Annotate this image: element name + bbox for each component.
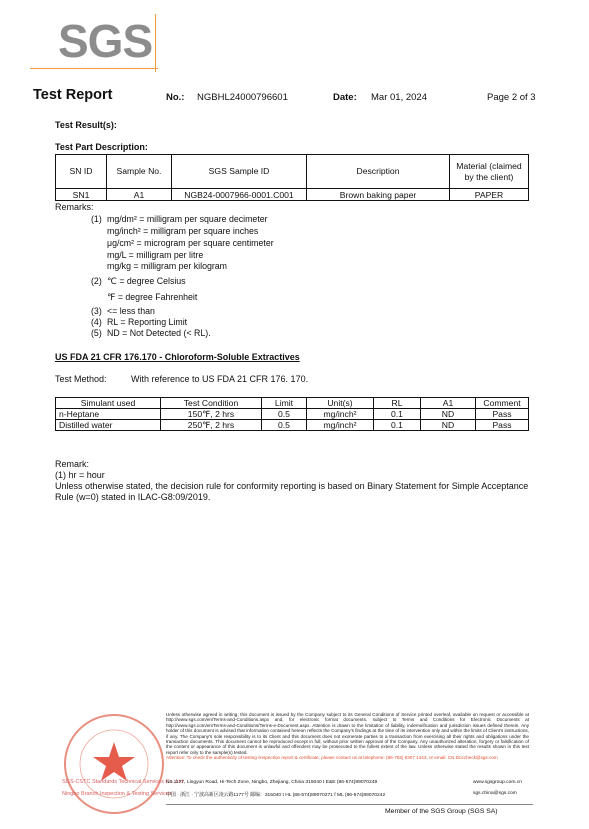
method-value: With reference to US FDA 21 CFR 176. 170. — [131, 374, 309, 384]
report-title: Test Report — [33, 87, 113, 103]
table-cell: PAPER — [450, 189, 529, 201]
table-row — [56, 189, 529, 201]
table-cell: mg/inch² — [307, 409, 374, 420]
column-header: Sample No. — [107, 155, 172, 189]
column-header: Comment — [476, 398, 529, 409]
report-date: Mar 01, 2024 — [371, 92, 427, 103]
table-cell: Brown baking paper — [307, 189, 450, 201]
remark-text: mg/inch² = milligram per square inches — [107, 226, 259, 236]
table-cell: SN1 — [56, 189, 107, 201]
address-chinese: 中国 · 浙江 · 宁波高新区凌云路1177号 邮编：315040 t HL (86-574)89070271 f ML (86-574)89070242 — [166, 793, 386, 798]
table-cell: NGB24-0007966-0001.C001 — [172, 189, 307, 201]
company-seal — [62, 712, 166, 816]
remark-line: (1) hr = hour — [55, 470, 105, 480]
column-header: SN ID — [56, 155, 107, 189]
remark-text: ℉ = degree Fahrenheit — [107, 292, 198, 302]
column-header: Simulant used — [56, 398, 161, 409]
member-line: Member of the SGS Group (SGS SA) — [385, 808, 498, 815]
website: www.sgsgroup.com.cn — [473, 780, 522, 785]
report-number: NGBHL24000796601 — [197, 92, 288, 103]
table-cell: 150℉, 2 hrs — [161, 409, 262, 420]
table-cell: ND — [421, 409, 476, 420]
remark-number: (1) — [91, 214, 102, 224]
column-header: SGS Sample ID — [172, 155, 307, 189]
logo-rule-horizontal — [30, 68, 158, 69]
table-cell: Pass — [476, 409, 529, 420]
table-cell: n-Heptane — [56, 409, 161, 420]
method-label: Test Method: — [55, 374, 107, 384]
simulant-table — [55, 397, 529, 431]
remark-text: ND = Not Detected (< RL). — [107, 328, 211, 338]
remark-text: mg/dm² = milligram per square decimeter — [107, 214, 268, 224]
column-header: RL — [374, 398, 421, 409]
seal-text: SGS-CSTC Standards Technical Services Co.,Ltd. — [62, 779, 185, 785]
authenticity-warning: Attention: To check the authenticity of testing /inspection report & certificate, please contact us at telephone: (86-755) 8307 1443, or email: CN.Doccheck@sgs.com — [166, 755, 498, 761]
remark-number: (2) — [91, 276, 102, 286]
decision-rule-text: Unless otherwise stated, the decision rule for conformity reporting is based on Binary Statement for Simple Acceptance Rule (w=0) stated in ILAC-G8:09/2019. — [55, 481, 529, 502]
column-header: Material (claimed by the client) — [450, 155, 529, 189]
table-cell: 0.5 — [262, 420, 307, 431]
table-cell: ND — [421, 420, 476, 431]
email: sgs.china@sgs.com — [473, 791, 517, 796]
table-cell: 0.1 — [374, 409, 421, 420]
logo-rule-vertical — [155, 14, 156, 72]
column-header: Description — [307, 155, 450, 189]
results-heading: Test Result(s): — [55, 120, 117, 130]
remark-text: mg/L = milligram per litre — [107, 250, 204, 260]
remark-number: (5) — [91, 328, 102, 338]
table-cell: 250℉, 2 hrs — [161, 420, 262, 431]
table-cell: 0.1 — [374, 420, 421, 431]
column-header: Limit — [262, 398, 307, 409]
column-header: A1 — [421, 398, 476, 409]
remark-label: Remark: — [55, 459, 90, 469]
remarks-label: Remarks: — [55, 202, 94, 212]
remark-number: (3) — [91, 306, 102, 316]
table-row — [56, 420, 529, 431]
remark-text: ℃ = degree Celsius — [107, 276, 186, 286]
remark-text: mg/kg = milligram per kilogram — [107, 261, 228, 271]
address-english: No.1177, Lingyun Road, Hi-Tech Zone, Ningbo, Zhejiang, China 315040 t E&E (86-574)89070249 — [166, 780, 378, 785]
remark-number: (4) — [91, 317, 102, 327]
table-cell: A1 — [107, 189, 172, 201]
table-cell: mg/inch² — [307, 420, 374, 431]
test-part-table — [55, 154, 529, 201]
table-header-row — [56, 398, 529, 409]
table-cell: Pass — [476, 420, 529, 431]
column-header: Unit(s) — [307, 398, 374, 409]
disclaimer-text: Unless otherwise agreed in writing, this document is issued by the Company subject to its General Conditions of Service printed overleaf, available on request or accessible at http://www.sgs.com/en/Terms-and-Conditions.aspx and, for electronic format documents, subject to Terms and Conditions for Electronic Documents at http://www.sgs.com/en/Terms-and-Conditions/Terms-e-Document.aspx. Attention is drawn to the limitation of liability, indemnification and jurisdiction issues defined therein. Any holder of this document is advised that information contained hereon reflects the Company's findings at the time of its intervention only and within the limits of Client's instructions, if any. The Company's sole responsibility is to its Client and this document does not exonerate parties to a transaction from exercising all their rights and obligations under the transaction documents. This document cannot be reproduced except in full, without prior written approval of the Company. Any unauthorized alteration, forgery or falsification of the content or appearance of this document is unlawful and offenders may be prosecuted to the fullest extent of the law. Unless otherwise stated the results shown in this test report refer only to the sample(s) tested. — [166, 712, 529, 755]
disclaimer — [166, 712, 529, 761]
part-heading: Test Part Description: — [55, 142, 148, 152]
report-number-label: No.: — [166, 92, 185, 103]
remark-text: RL = Reporting Limit — [107, 317, 188, 327]
remark-block — [55, 459, 535, 503]
seal-text: Ningbo Branch Inspection & Testing Services — [62, 791, 172, 797]
footer-divider — [166, 804, 533, 805]
table-header-row — [56, 155, 529, 189]
column-header: Test Condition — [161, 398, 262, 409]
table-row — [56, 409, 529, 420]
remark-text: <= less than — [107, 306, 155, 316]
table-cell: Distilled water — [56, 420, 161, 431]
section-title: US FDA 21 CFR 176.170 - Chloroform-Soluble Extractives — [55, 352, 300, 362]
report-date-label: Date: — [333, 92, 357, 103]
page-number: Page 2 of 3 — [487, 92, 536, 103]
table-cell: 0.5 — [262, 409, 307, 420]
remark-text: μg/cm² = microgram per square centimeter — [107, 238, 274, 248]
sgs-logo: SGS — [58, 15, 153, 67]
